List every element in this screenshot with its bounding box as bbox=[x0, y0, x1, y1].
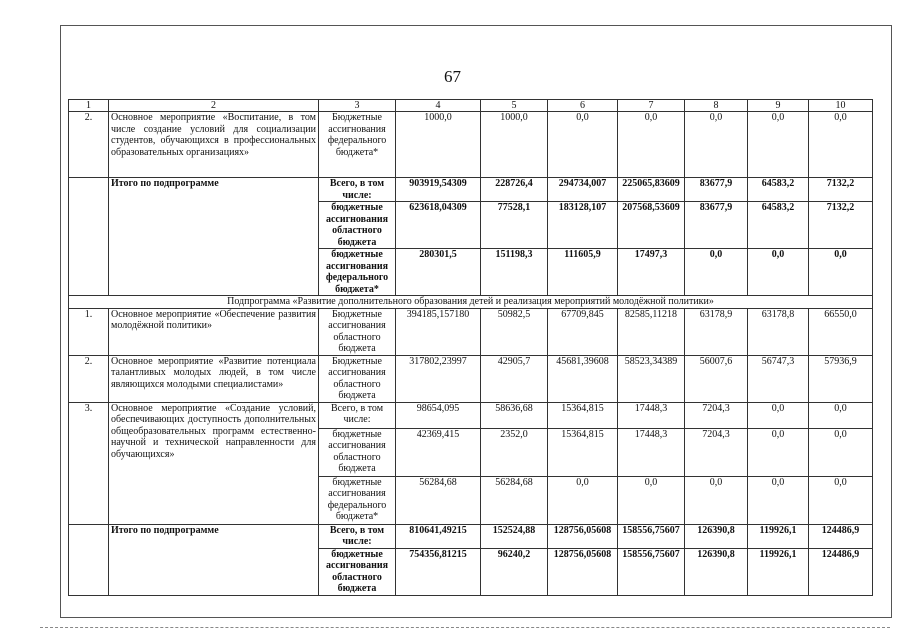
table-row bbox=[69, 524, 873, 548]
value-cell: 151198,3 bbox=[481, 249, 548, 296]
value-cell: 126390,8 bbox=[685, 524, 748, 548]
value-cell: 82585,11218 bbox=[618, 308, 685, 355]
value-cell: 66550,0 bbox=[809, 308, 873, 355]
value-cell: 0,0 bbox=[809, 402, 873, 428]
value-cell: 17497,3 bbox=[618, 249, 685, 296]
row-description: Основное мероприятие «Обеспечение развития молодёжной политики» bbox=[109, 308, 319, 355]
value-cell: 98654,095 bbox=[396, 402, 481, 428]
column-header: 4 bbox=[396, 100, 481, 112]
value-cell: 0,0 bbox=[748, 249, 809, 296]
value-cell: 0,0 bbox=[618, 112, 685, 178]
column-header: 3 bbox=[319, 100, 396, 112]
value-cell: 63178,9 bbox=[685, 308, 748, 355]
value-cell: 225065,83609 bbox=[618, 178, 685, 202]
section-row bbox=[69, 296, 873, 309]
row-number: 2. bbox=[69, 112, 109, 178]
value-cell: 158556,75607 bbox=[618, 548, 685, 595]
budget-table bbox=[68, 99, 873, 596]
column-header: 7 bbox=[618, 100, 685, 112]
value-cell: 128756,05608 bbox=[548, 524, 618, 548]
row-number bbox=[69, 178, 109, 296]
value-cell: 83677,9 bbox=[685, 178, 748, 202]
funding-source: бюджетные ассигнования областного бюджета bbox=[319, 428, 396, 476]
value-cell: 58636,68 bbox=[481, 402, 548, 428]
value-cell: 119926,1 bbox=[748, 548, 809, 595]
value-cell: 228726,4 bbox=[481, 178, 548, 202]
value-cell: 7132,2 bbox=[809, 178, 873, 202]
value-cell: 0,0 bbox=[685, 249, 748, 296]
row-description: Итого по подпрограмме bbox=[109, 178, 319, 296]
value-cell: 158556,75607 bbox=[618, 524, 685, 548]
column-header: 5 bbox=[481, 100, 548, 112]
value-cell: 126390,8 bbox=[685, 548, 748, 595]
value-cell: 58523,34389 bbox=[618, 355, 685, 402]
value-cell: 0,0 bbox=[748, 476, 809, 524]
header-row bbox=[69, 100, 873, 112]
column-header: 9 bbox=[748, 100, 809, 112]
value-cell: 17448,3 bbox=[618, 428, 685, 476]
value-cell: 64583,2 bbox=[748, 202, 809, 249]
value-cell: 119926,1 bbox=[748, 524, 809, 548]
row-number: 3. bbox=[69, 402, 109, 524]
row-description: Основное мероприятие «Воспитание, в том числе создание условий для социализации студентов, обучающихся в профессиональных образовательных организациях» bbox=[109, 112, 319, 178]
value-cell: 152524,88 bbox=[481, 524, 548, 548]
funding-source: бюджетные ассигнования федерального бюджета* bbox=[319, 249, 396, 296]
row-number: 1. bbox=[69, 308, 109, 355]
value-cell: 96240,2 bbox=[481, 548, 548, 595]
row-number bbox=[69, 524, 109, 595]
value-cell: 56284,68 bbox=[481, 476, 548, 524]
column-header: 1 bbox=[69, 100, 109, 112]
funding-source: Всего, в том числе: bbox=[319, 178, 396, 202]
row-description: Основное мероприятие «Создание условий, обеспечивающих доступность дополнительных общеобразовательных программ естественно-научной и технической направленности для обучающихся» bbox=[109, 402, 319, 524]
value-cell: 317802,23997 bbox=[396, 355, 481, 402]
table-row bbox=[69, 308, 873, 355]
value-cell: 0,0 bbox=[618, 476, 685, 524]
value-cell: 56747,3 bbox=[748, 355, 809, 402]
value-cell: 394185,157180 bbox=[396, 308, 481, 355]
funding-source: бюджетные ассигнования областного бюджета bbox=[319, 202, 396, 249]
table-body bbox=[69, 100, 873, 596]
value-cell: 111605,9 bbox=[548, 249, 618, 296]
value-cell: 124486,9 bbox=[809, 524, 873, 548]
value-cell: 15364,815 bbox=[548, 402, 618, 428]
table-row bbox=[69, 402, 873, 428]
value-cell: 207568,53609 bbox=[618, 202, 685, 249]
value-cell: 280301,5 bbox=[396, 249, 481, 296]
value-cell: 0,0 bbox=[548, 476, 618, 524]
funding-source: Всего, в том числе: bbox=[319, 402, 396, 428]
column-header: 2 bbox=[109, 100, 319, 112]
page-bottom-edge bbox=[40, 627, 890, 628]
value-cell: 0,0 bbox=[685, 476, 748, 524]
value-cell: 183128,107 bbox=[548, 202, 618, 249]
value-cell: 67709,845 bbox=[548, 308, 618, 355]
value-cell: 17448,3 bbox=[618, 402, 685, 428]
funding-source: Бюджетные ассигнования областного бюджета bbox=[319, 308, 396, 355]
value-cell: 45681,39608 bbox=[548, 355, 618, 402]
section-title: Подпрограмма «Развитие дополнительного образования детей и реализация мероприятий молодёжной политики» bbox=[69, 296, 873, 309]
funding-source: Всего, в том числе: bbox=[319, 524, 396, 548]
value-cell: 56007,6 bbox=[685, 355, 748, 402]
value-cell: 810641,49215 bbox=[396, 524, 481, 548]
row-number: 2. bbox=[69, 355, 109, 402]
table-row bbox=[69, 112, 873, 178]
value-cell: 83677,9 bbox=[685, 202, 748, 249]
value-cell: 77528,1 bbox=[481, 202, 548, 249]
value-cell: 42369,415 bbox=[396, 428, 481, 476]
value-cell: 1000,0 bbox=[481, 112, 548, 178]
funding-source: бюджетные ассигнования федерального бюджета* bbox=[319, 476, 396, 524]
row-description: Основное мероприятие «Развитие потенциала талантливых молодых людей, в том числе являющихся молодыми специалистами» bbox=[109, 355, 319, 402]
value-cell: 15364,815 bbox=[548, 428, 618, 476]
value-cell: 0,0 bbox=[748, 402, 809, 428]
table-row bbox=[69, 355, 873, 402]
value-cell: 0,0 bbox=[809, 476, 873, 524]
value-cell: 50982,5 bbox=[481, 308, 548, 355]
value-cell: 1000,0 bbox=[396, 112, 481, 178]
value-cell: 0,0 bbox=[809, 112, 873, 178]
value-cell: 63178,8 bbox=[748, 308, 809, 355]
funding-source: Бюджетные ассигнования федерального бюджета* bbox=[319, 112, 396, 178]
value-cell: 0,0 bbox=[685, 112, 748, 178]
funding-source: Бюджетные ассигнования областного бюджета bbox=[319, 355, 396, 402]
value-cell: 124486,9 bbox=[809, 548, 873, 595]
row-description: Итого по подпрограмме bbox=[109, 524, 319, 595]
value-cell: 128756,05608 bbox=[548, 548, 618, 595]
value-cell: 56284,68 bbox=[396, 476, 481, 524]
value-cell: 754356,81215 bbox=[396, 548, 481, 595]
value-cell: 0,0 bbox=[809, 428, 873, 476]
column-header: 6 bbox=[548, 100, 618, 112]
value-cell: 623618,04309 bbox=[396, 202, 481, 249]
value-cell: 0,0 bbox=[748, 428, 809, 476]
page-number: 67 bbox=[444, 67, 461, 86]
table-row bbox=[69, 178, 873, 202]
value-cell: 7204,3 bbox=[685, 402, 748, 428]
value-cell: 57936,9 bbox=[809, 355, 873, 402]
value-cell: 0,0 bbox=[748, 112, 809, 178]
value-cell: 7204,3 bbox=[685, 428, 748, 476]
value-cell: 42905,7 bbox=[481, 355, 548, 402]
value-cell: 0,0 bbox=[548, 112, 618, 178]
column-header: 10 bbox=[809, 100, 873, 112]
value-cell: 7132,2 bbox=[809, 202, 873, 249]
value-cell: 64583,2 bbox=[748, 178, 809, 202]
funding-source: бюджетные ассигнования областного бюджета bbox=[319, 548, 396, 595]
value-cell: 903919,54309 bbox=[396, 178, 481, 202]
column-header: 8 bbox=[685, 100, 748, 112]
value-cell: 294734,007 bbox=[548, 178, 618, 202]
value-cell: 2352,0 bbox=[481, 428, 548, 476]
value-cell: 0,0 bbox=[809, 249, 873, 296]
